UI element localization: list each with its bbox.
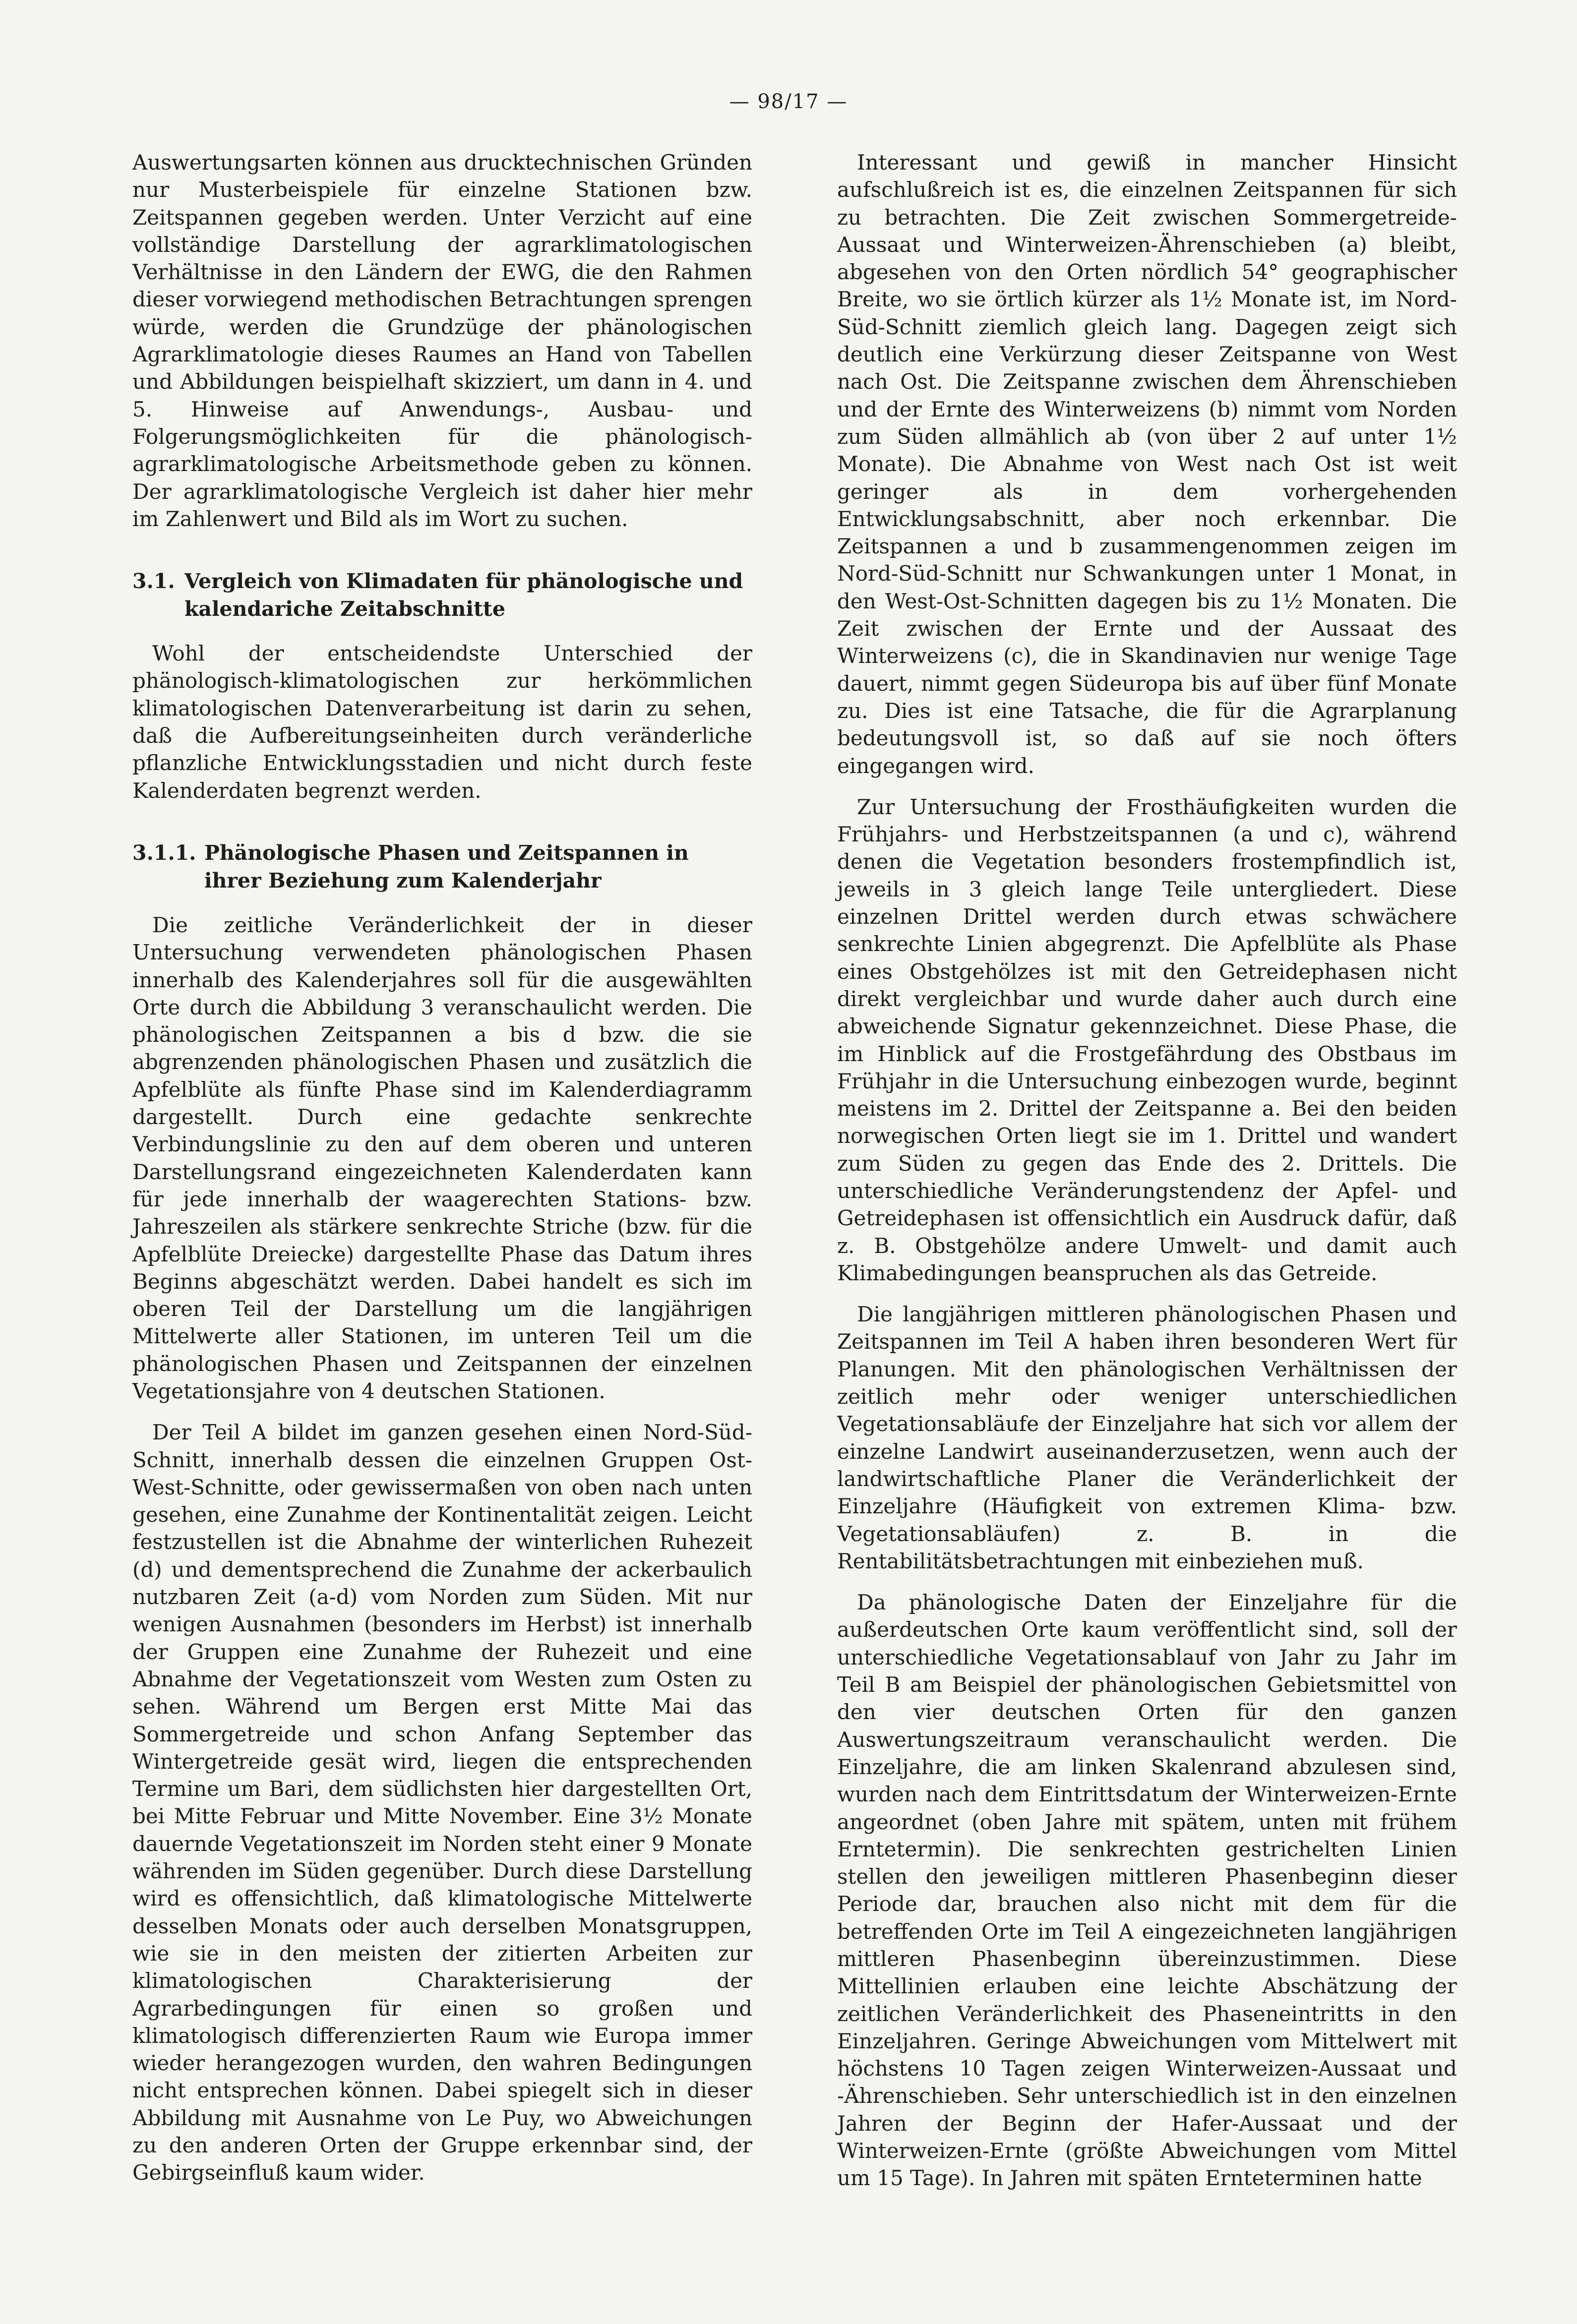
paragraph: Auswertungsarten können aus drucktechnischen Gründen nur Musterbeispiele für einzelne Stationen bzw. Zeitspannen gegeben werden. Unter Verzicht auf eine vollständige Darstellung der agrarklimatologischen Verhältnisse in den Ländern der EWG, die den Rahmen dieser vorwiegend methodischen Betrachtungen sprengen würde, werden die Grundzüge der phänologischen Agrarklimatologie dieses Raumes an Hand von Tabellen und Abbildungen beispielhaft skizziert, um dann in 4. und 5. Hinweise auf Anwendungs-, Ausbau- und Folgerungsmöglichkeiten für die phänologisch-agrarklimatologische Arbeitsmethode geben zu können. Der agrarklimatologische Vergleich ist daher hier mehr im Zahlenwert und Bild als im Wort zu suchen. [132, 150, 752, 531]
section-heading-3-1 [132, 567, 752, 623]
right-column [837, 149, 1457, 2192]
section-title: Phänologische Phasen und Zeitspannen in ihrer Beziehung zum Kalenderjahr [204, 840, 689, 893]
paragraph: Wohl der entscheidendste Unterschied der phänologisch-klimatologischen zur herkömmlichen klimatologischen Datenverarbeitung ist darin zu sehen, daß die Aufbereitungseinheiten durch veränderliche pflanzliche Entwicklungsstadien und nicht durch feste Kalenderdaten begrenzt werden. [132, 641, 752, 803]
left-column [132, 149, 752, 2187]
page-number: — 98/17 — [729, 90, 848, 113]
paragraph: Die langjährigen mittleren phänologischen Phasen und Zeitspannen im Teil A haben ihren besonderen Wert für Planungen. Mit den phänologischen Verhältnissen der zeitlich mehr oder weniger unterschiedlichen Vegetationsabläufe der Einzeljahre hat sich vor allem der einzelne Landwirt auseinanderzusetzen, wenn auch der landwirtschaftliche Planer die Veränderlichkeit der Einzeljahre (Häufigkeit von extremen Klima- bzw. Vegetationsabläufen) z. B. in die Rentabilitätsbetrachtungen mit einbeziehen muß. [837, 1302, 1457, 1573]
paragraph: Die zeitliche Veränderlichkeit der in dieser Untersuchung verwendeten phänologischen Phasen innerhalb des Kalenderjahres soll für die ausgewählten Orte durch die Abbildung 3 veranschaulicht werden. Die phänologischen Zeitspannen a bis d bzw. die sie abgrenzenden phänologischen Phasen und zusätzlich die Apfelblüte als fünfte Phase sind im Kalenderdiagramm dargestellt. Durch eine gedachte senkrechte Verbindungslinie zu den auf dem oberen und unteren Darstellungsrand eingezeichneten Kalenderdaten kann für jede innerhalb der waagerechten Stations- bzw. Jahreszeilen als stärkere senkrechte Striche (bzw. für die Apfelblüte Dreiecke) dargestellte Phase das Datum ihres Beginns abgeschätzt werden. Dabei handelt es sich im oberen Teil der Darstellung um die langjährigen Mittelwerte aller Stationen, im unteren Teil um die phänologischen Phasen und Zeitspannen der einzelnen Vegetationsjahre von 4 deutschen Stationen. [132, 912, 752, 1403]
paragraph: Interessant und gewiß in mancher Hinsicht aufschlußreich ist es, die einzelnen Zeitspannen für sich zu betrachten. Die Zeit zwischen Sommergetreide-Aussaat und Winterweizen-Ährenschieben (a) bleibt, abgesehen von den Orten nördlich 54° geographischer Breite, wo sie örtlich kürzer als 1½ Monate ist, im Nord-Süd-Schnitt ziemlich gleich lang. Dagegen zeigt sich deutlich eine Verkürzung dieser Zeitspanne von West nach Ost. Die Zeitspanne zwischen dem Ährenschieben und der Ernte des Winterweizens (b) nimmt vom Norden zum Süden allmählich ab (von über 2 auf unter 1½ Monate). Die Abnahme von West nach Ost ist weit geringer als in dem vorhergehenden Entwicklungsabschnitt, aber noch erkennbar. Die Zeitspannen a und b zusammengenommen zeigen im Nord-Süd-Schnitt nur Schwankungen unter 1 Monat, in den West-Ost-Schnitten dagegen bis zu 1½ Monaten. Die Zeit zwischen der Ernte und der Aussaat des Winterweizens (c), die in Skandinavien nur wenige Tage dauert, nimmt gegen Südeuropa bis auf über fünf Monate zu. Dies ist eine Tatsache, die für die Agrarplanung bedeutungsvoll ist, so daß auf sie noch öfters eingegangen wird. [837, 150, 1457, 778]
section-title: Vergleich von Klimadaten für phänologische und kalendariche Zeitabschnitte [184, 569, 743, 621]
section-heading-3-1-1 [132, 839, 752, 894]
paragraph: Zur Untersuchung der Frosthäufigkeiten wurden die Frühjahrs- und Herbstzeitspannen (a und c), während denen die Vegetation besonders frostempfindlich ist, jeweils in 3 gleich lange Teile untergliedert. Diese einzelnen Drittel werden durch etwas schwächere senkrechte Linien abgegrenzt. Die Apfelblüte als Phase eines Obstgehölzes ist mit den Getreidephasen nicht direkt vergleichbar und wurde daher auch durch eine abweichende Signatur gekennzeichnet. Diese Phase, die im Hinblick auf die Frostgefährdung des Obstbaus im Frühjahr in die Untersuchung einbezogen wurde, beginnt meistens im 2. Drittel der Zeitspanne a. Bei den beiden norwegischen Orten liegt sie im 1. Drittel und wandert zum Süden zu gegen das Ende des 2. Drittels. Die unterschiedliche Veränderungstendenz der Apfel- und Getreidephasen ist offensichtlich ein Ausdruck dafür, daß z. B. Obstgehölze andere Umwelt- und damit auch Klimabedingungen beanspruchen als das Getreide. [837, 794, 1457, 1285]
section-number: 3.1. [132, 569, 175, 594]
section-number: 3.1.1. [132, 840, 196, 865]
paragraph: Der Teil A bildet im ganzen gesehen einen Nord-Süd-Schnitt, innerhalb dessen die einzelnen Gruppen Ost-West-Schnitte, oder gewissermaßen von oben nach unten gesehen, eine Zunahme der Kontinentalität zeigen. Leicht festzustellen ist die Abnahme der winterlichen Ruhezeit (d) und dementsprechend die Zunahme der ackerbaulich nutzbaren Zeit (a-d) vom Norden zum Süden. Mit nur wenigen Ausnahmen (besonders im Herbst) ist innerhalb der Gruppen eine Zunahme der Ruhezeit und eine Abnahme der Vegetationszeit vom Westen zum Osten zu sehen. Während um Bergen erst Mitte Mai das Sommergetreide und schon Anfang September das Wintergetreide gesät wird, liegen die entsprechenden Termine um Bari, dem südlichsten hier dargestellten Ort, bei Mitte Februar und Mitte November. Eine 3½ Monate dauernde Vegetationszeit im Norden steht einer 9 Monate währenden im Süden gegenüber. Durch diese Darstellung wird es offensichtlich, daß klimatologische Mittelwerte desselben Monats oder auch derselben Monatsgruppen, wie sie in den meisten der zitierten Arbeiten zur klimatologischen Charakterisierung der Agrarbedingungen für einen so großen und klimatologisch differenzierten Raum wie Europa immer wieder herangezogen wurden, den wahren Bedingungen nicht entsprechen können. Dabei spiegelt sich in dieser Abbildung mit Ausnahme von Le Puy, wo Abweichungen zu den anderen Orten der Gruppe erkennbar sind, der Gebirgseinfluß kaum wider. [132, 1420, 752, 2185]
paragraph: Da phänologische Daten der Einzeljahre für die außerdeutschen Orte kaum veröffentlicht sind, soll der unterschiedliche Vegetationsablauf von Jahr zu Jahr im Teil B am Beispiel der phänologischen Gebietsmittel von den vier deutschen Orten für den ganzen Auswertungszeitraum veranschaulicht werden. Die Einzeljahre, die am linken Skalenrand abzulesen sind, wurden nach dem Eintrittsdatum der Winterweizen-Ernte angeordnet (oben Jahre mit spätem, unten mit frühem Erntetermin). Die senkrechten gestrichelten Linien stellen den jeweiligen mittleren Phasenbeginn dieser Periode dar, brauchen also nicht mit dem für die betreffenden Orte im Teil A eingezeichneten langjährigen mittleren Phasenbeginn übereinzustimmen. Diese Mittellinien erlauben eine leichte Abschätzung der zeitlichen Veränderlichkeit des Phaseneintritts in den Einzeljahren. Geringe Abweichungen vom Mittelwert mit höchstens 10 Tagen zeigen Winterweizen-Aussaat und -Ährenschieben. Sehr unterschiedlich ist in den einzelnen Jahren der Beginn der Hafer-Aussaat und der Winterweizen-Ernte (größte Abweichungen vom Mittel um 15 Tage). In Jahren mit späten Ernteterminen hatte [837, 1590, 1457, 2191]
